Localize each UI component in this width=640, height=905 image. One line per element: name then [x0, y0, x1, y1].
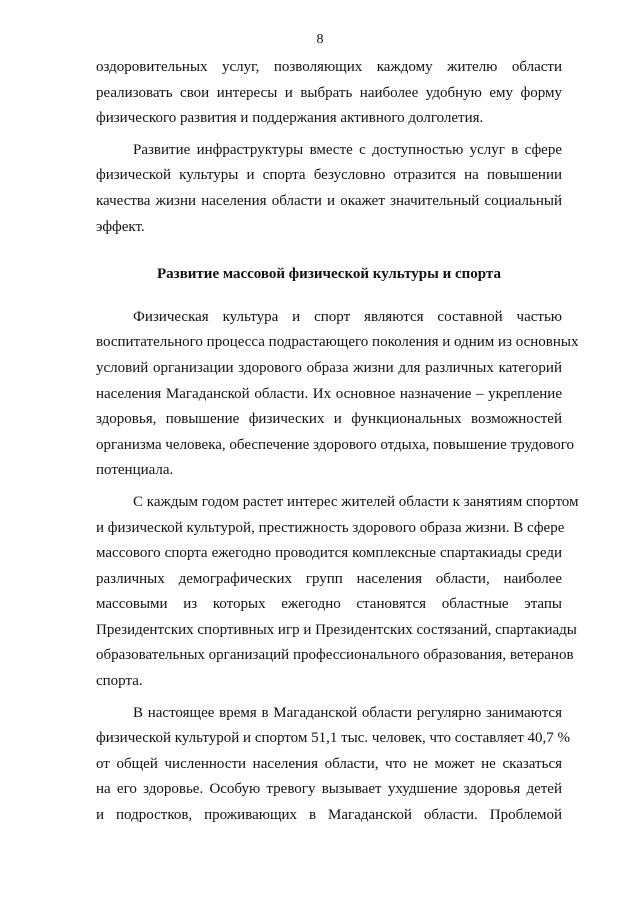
- paragraph-line: спорта.: [96, 673, 143, 690]
- paragraph-line: В настоящее время в Магаданской области регулярно занимаются: [133, 704, 562, 721]
- paragraph-line: и физической культурой, престижность здорового образа жизни. В сфере: [96, 519, 565, 536]
- document-body: [96, 55, 579, 829]
- paragraph-line: на его здоровье. Особую тревогу вызывает ухудшение здоровья детей: [96, 781, 562, 798]
- paragraph-line: условий организации здорового образа жизни для различных категорий: [96, 359, 562, 376]
- section-heading: Развитие массовой физической культуры и спорта: [157, 266, 501, 283]
- paragraph-line: физической культурой и спортом 51,1 тыс. человек, что составляет 40,7 %: [96, 730, 571, 747]
- paragraph-line: оздоровительных услуг, позволяющих каждому жителю области: [96, 59, 562, 75]
- paragraph-line: Развитие инфраструктуры вместе с доступностью услуг в сфере: [133, 141, 562, 158]
- paragraph-line: потенциала.: [96, 462, 174, 479]
- paragraph-line: различных демографических групп населения области, наиболее: [96, 570, 562, 587]
- paragraph-line: и подростков, проживающих в Магаданской области. Проблемой: [96, 807, 562, 824]
- paragraph-line: качества жизни населения области и окажет значительный социальный: [96, 192, 562, 209]
- paragraph-line: Президентских спортивных игр и Президентских состязаний, спартакиады: [96, 621, 577, 638]
- paragraph-line: населения Магаданской области. Их основное назначение – укрепление: [96, 385, 562, 402]
- paragraph-line: массовыми из которых ежегодно становятся областные этапы: [96, 596, 562, 613]
- paragraph-line: от общей численности населения области, что не может не сказаться: [96, 755, 562, 772]
- paragraph-line: реализовать свои интересы и выбрать наиболее удобную ему форму: [96, 84, 562, 101]
- paragraph-line: эффект.: [96, 218, 145, 235]
- paragraph-line: С каждым годом растет интерес жителей области к занятиям спортом: [133, 493, 579, 510]
- paragraph-line: физической культуры и спорта безусловно отразится на повышении: [96, 167, 562, 184]
- paragraph-line: воспитательного процесса подрастающего поколения и одним из основных: [96, 334, 579, 351]
- page-number: 8: [316, 32, 324, 47]
- paragraph-line: организма человека, обеспечение здорового отдыха, повышение трудового: [96, 436, 575, 453]
- paragraph-line: массового спорта ежегодно проводится комплексные спартакиады среди: [96, 545, 562, 562]
- paragraph-line: образовательных организаций профессионального образования, ветеранов: [96, 647, 574, 664]
- paragraph-line: Физическая культура и спорт являются составной частью: [133, 308, 562, 325]
- paragraph-line: физического развития и поддержания активного долголетия.: [96, 110, 484, 127]
- paragraph-line: здоровья, повышение физических и функциональных возможностей: [96, 411, 562, 428]
